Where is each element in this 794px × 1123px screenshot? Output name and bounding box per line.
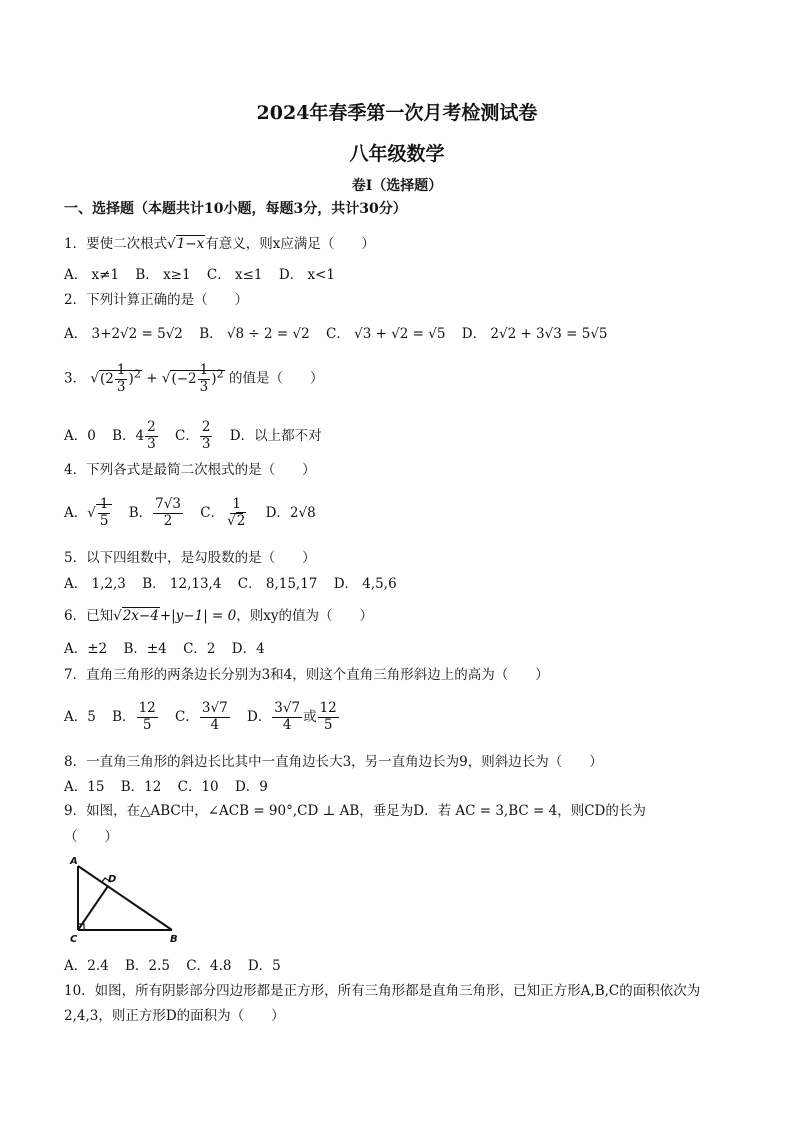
question-10-cont: 2,4,3，则正方形D的面积为（ ）: [64, 1008, 285, 1024]
q6-prefix: 6．已知: [64, 608, 114, 624]
q7-option-b[interactable]: B． $\frac{12}{5}$: [112, 700, 156, 733]
question-9-bracket: （ ）: [64, 829, 118, 845]
exam-title: 2024年春季第一次月考检测试卷: [256, 102, 538, 124]
q1-prefix: 1．要使二次根式: [64, 236, 168, 252]
q1-suffix: 有意义，则x应满足（ ）: [205, 236, 375, 252]
q3-option-c[interactable]: C． $\frac{2}{3}$: [175, 419, 211, 452]
q3-suffix: 的值是（ ）: [228, 370, 324, 387]
q8-option-d[interactable]: D．9: [234, 779, 268, 795]
q7-option-a[interactable]: A．5: [64, 708, 96, 725]
section-heading: 一、选择题（本题共计10小题，每题3分，共计30分）: [64, 201, 407, 217]
question-9: 9．如图，在△ABC中，∠ACB = 90°,CD ⊥ AB，垂足为D．若 AC = 3,BC = 4，则CD的长为: [64, 803, 646, 819]
q2-option-a[interactable]: A． 3+2√2 = 5√2: [64, 326, 183, 342]
q6-suffix: ，则xy的值为（ ）: [236, 608, 373, 624]
q4-option-d[interactable]: D．2√8: [265, 504, 316, 521]
q2-option-d[interactable]: D． 2√2 + 3√3 = 5√5: [461, 326, 608, 342]
q8-options: [64, 779, 280, 795]
question-6: 6．已知√2x−4+|y−1| = 0，则xy的值为（ ）: [64, 608, 373, 624]
q5-option-a[interactable]: A． 1,2,3: [64, 576, 126, 592]
label-d: D: [108, 874, 117, 885]
question-3: 3． √(2 $\frac{1}{3}$ )$^2$ + √(−2 $\frac{1}{3}$ )$^2$ 的值是（ ）: [64, 362, 324, 395]
q1-option-c[interactable]: C． x≤1: [206, 267, 263, 283]
q4-options: [64, 498, 328, 528]
sqrt-symbol: √: [161, 370, 171, 387]
sqrt-symbol: √: [167, 236, 176, 252]
q8-option-a[interactable]: A．15: [64, 779, 105, 795]
q3-option-a[interactable]: A．0: [64, 427, 96, 444]
side-ab: [78, 866, 172, 930]
q3-options: [64, 421, 334, 451]
q5-option-d[interactable]: D． 4,5,6: [333, 576, 397, 592]
q6-abs: |y−1| = 0: [171, 608, 237, 624]
q6-option-b[interactable]: B．±4: [123, 641, 167, 657]
q9-option-d[interactable]: D．5: [247, 958, 281, 974]
triangle-figure: [64, 852, 184, 944]
q6-option-c[interactable]: C．2: [183, 641, 216, 657]
q2-option-b[interactable]: B． √8 ÷ 2 = √2: [199, 326, 310, 342]
q6-option-d[interactable]: D．4: [231, 641, 265, 657]
q9-option-a[interactable]: A．2.4: [64, 958, 109, 974]
question-5: 5．以下四组数中，是勾股数的是（ ）: [64, 550, 316, 566]
question-4: 4．下列各式是最简二次根式的是（ ）: [64, 462, 316, 478]
q6-radicand: 2x−4: [122, 608, 159, 624]
q3-frac-2: $\frac{1}{3}$: [199, 362, 209, 395]
question-10: 10．如图，所有阴影部分四边形都是正方形，所有三角形都是直角三角形，已知正方形A,B,C的面积依次为: [64, 983, 701, 999]
q7-option-d[interactable]: D． $\frac{3√7}{4}$ 或 $\frac{12}{5}$: [246, 700, 337, 733]
question-2: 2．下列计算正确的是（ ）: [64, 292, 249, 308]
label-a: A: [70, 856, 78, 867]
question-8: 8．一直角三角形的斜边长比其中一直角边长大3，另一直角边长为9，则斜边长为（ ）: [64, 754, 603, 770]
q4-option-c[interactable]: C． $\frac{1}{√2}$: [200, 496, 246, 529]
q2-option-c[interactable]: C． √3 + √2 = √5: [325, 326, 446, 342]
q1-option-d[interactable]: D． x<1: [278, 267, 335, 283]
q6-option-a[interactable]: A．±2: [64, 641, 108, 657]
q4-option-b[interactable]: B． $\frac{7√3}{2}$: [128, 496, 181, 529]
label-b: B: [170, 934, 178, 944]
q3-option-b[interactable]: B．4 $\frac{2}{3}$: [112, 419, 156, 452]
q3-radical-2: (−2 $\frac{1}{3}$ )$^2$: [171, 362, 224, 395]
q5-option-b[interactable]: B． 12,13,4: [142, 576, 222, 592]
q2-options: [64, 326, 620, 342]
q6-options: [64, 641, 277, 657]
q9-option-c[interactable]: C．4.8: [186, 958, 232, 974]
q7-options: [64, 702, 352, 732]
q4-option-a[interactable]: A．√ $\frac{1}{5}$: [64, 505, 112, 521]
q9-option-b[interactable]: B．2.5: [125, 958, 170, 974]
q1-option-b[interactable]: B． x≥1: [135, 267, 191, 283]
q9-options: [64, 958, 293, 974]
sqrt-symbol: √: [90, 370, 99, 387]
q8-option-b[interactable]: B．12: [120, 779, 162, 795]
q1-radicand: 1−x: [176, 236, 205, 252]
volume-label: 卷Ⅰ（选择题）: [351, 178, 443, 194]
q3-radical-1: (2 $\frac{1}{3}$ )$^2$: [100, 362, 141, 395]
label-c: C: [70, 934, 78, 944]
question-7: 7．直角三角形的两条边长分别为3和4，则这个直角三角形斜边上的高为（ ）: [64, 667, 549, 683]
q3-number: 3．: [64, 370, 87, 387]
q5-options: [64, 576, 409, 592]
exam-subtitle: 八年级数学: [349, 143, 445, 165]
q1-options: [64, 267, 347, 283]
question-1: [64, 236, 375, 252]
q8-option-c[interactable]: C．10: [177, 779, 219, 795]
q1-option-a[interactable]: A． x≠1: [64, 267, 120, 283]
q7-option-c[interactable]: C． $\frac{3√7}{4}$: [175, 700, 228, 733]
q3-frac-1: $\frac{1}{3}$: [116, 362, 126, 395]
q3-option-d[interactable]: D．以上都不对: [229, 427, 322, 444]
q5-option-c[interactable]: C． 8,15,17: [237, 576, 318, 592]
